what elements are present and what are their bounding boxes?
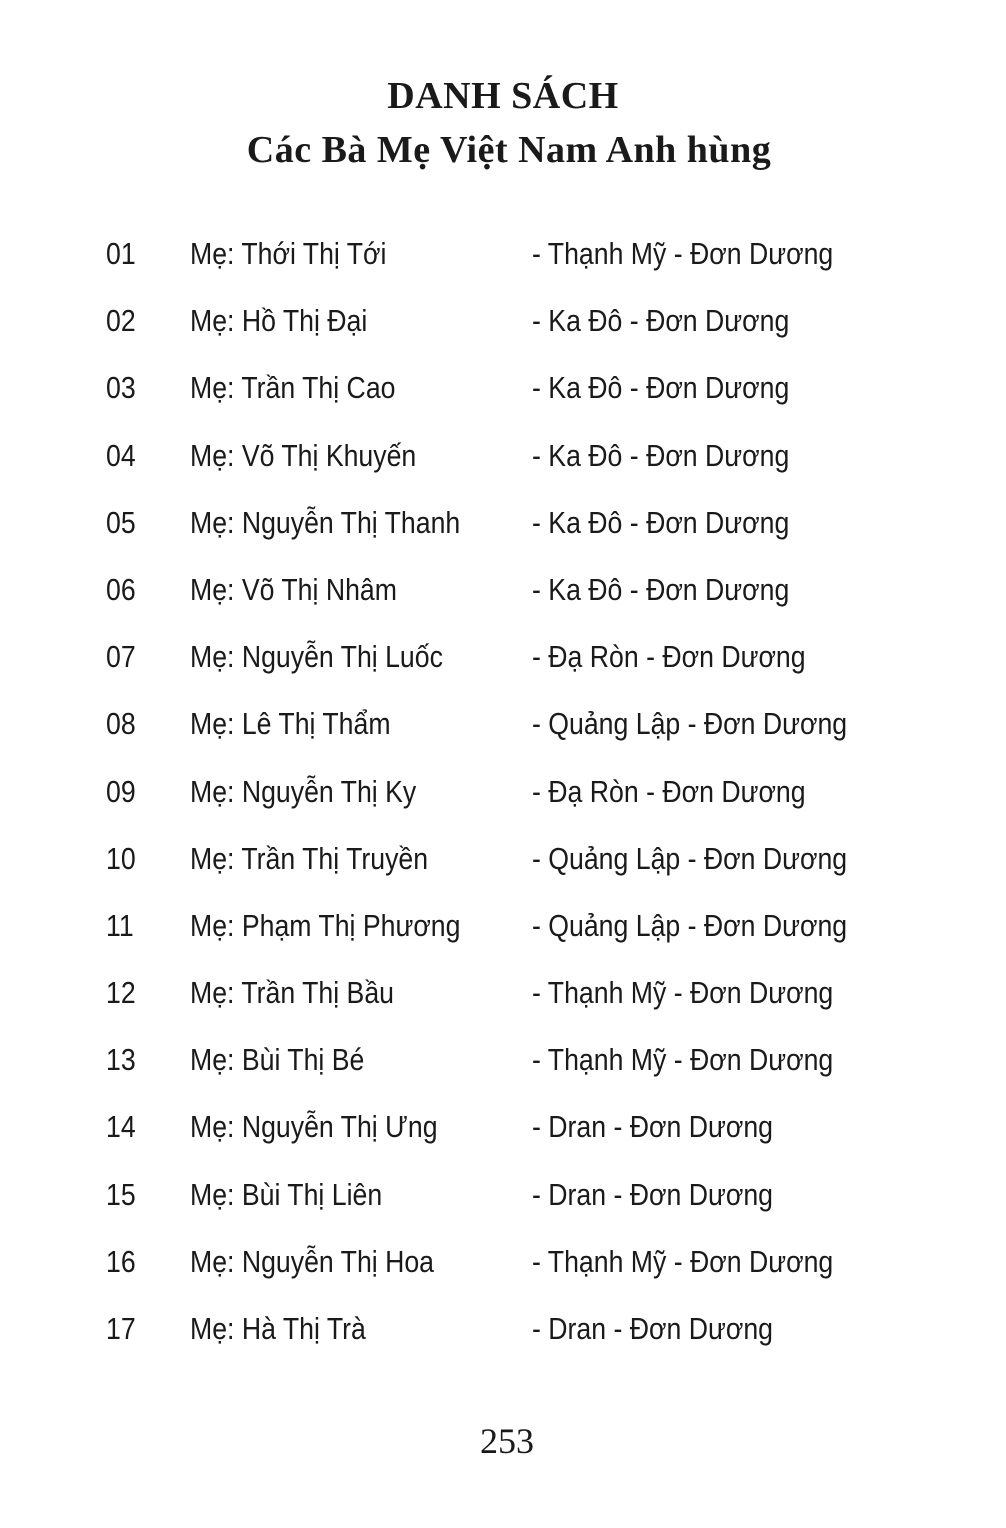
entry-number: 05 (106, 504, 136, 540)
list-item (0, 1042, 1006, 1109)
entry-name: Mẹ: Nguyễn Thị Thanh (190, 504, 461, 540)
entry-name: Mẹ: Hồ Thị Đại (190, 303, 368, 339)
entry-place: - Quảng Lập - Đơn Dương (532, 907, 848, 943)
entry-number: 08 (106, 706, 136, 742)
entry-name: Mẹ: Võ Thị Khuyến (190, 437, 417, 473)
entry-place: - Quảng Lập - Đơn Dương (532, 706, 848, 742)
entry-name: Mẹ: Trần Thị Truyền (190, 840, 429, 876)
list-item (0, 1311, 1006, 1378)
entry-name: Mẹ: Bùi Thị Liên (190, 1176, 383, 1212)
entry-name: Mẹ: Phạm Thị Phương (190, 907, 461, 943)
entry-place: - Dran - Đơn Dương (532, 1109, 773, 1145)
entry-place: - Thạnh Mỹ - Đơn Dương (532, 236, 834, 271)
entry-place: - Thạnh Mỹ - Đơn Dương (532, 975, 834, 1011)
entry-number: 12 (106, 975, 136, 1011)
entry-place: - Dran - Đơn Dương (532, 1176, 773, 1212)
list-item (0, 1177, 1006, 1244)
entry-name: Mẹ: Thới Thị Tới (190, 236, 387, 271)
entry-number: 06 (106, 571, 136, 607)
list-item (0, 774, 1006, 841)
entry-number: 17 (106, 1311, 136, 1346)
page-number: 253 (480, 1421, 534, 1461)
list-item (0, 841, 1006, 908)
entry-place: - Thạnh Mỹ - Đơn Dương (532, 1042, 834, 1078)
list-item (0, 505, 1006, 572)
list-item (0, 303, 1006, 370)
list-item (0, 639, 1006, 706)
document-title: DANH SÁCH (387, 75, 619, 117)
entry-place: - Ka Đô - Đơn Dương (532, 303, 790, 339)
entry-name: Mẹ: Nguyễn Thị Ưng (190, 1109, 438, 1145)
entry-number: 04 (106, 437, 136, 473)
entry-number: 11 (106, 907, 134, 943)
entry-place: - Quảng Lập - Đơn Dương (532, 840, 848, 876)
list-item (0, 572, 1006, 639)
entry-name: Mẹ: Nguyễn Thị Hoa (190, 1243, 435, 1279)
document-subtitle: Các Bà Mẹ Việt Nam Anh hùng (246, 129, 772, 171)
entry-name: Mẹ: Lê Thị Thẩm (190, 706, 391, 742)
entry-place: - Đạ Ròn - Đơn Dương (532, 639, 806, 675)
entry-place: - Ka Đô - Đơn Dương (532, 437, 790, 473)
entry-place: - Dran - Đơn Dương (532, 1311, 773, 1346)
entry-number: 10 (106, 840, 136, 876)
entry-place: - Ka Đô - Đơn Dương (532, 571, 790, 607)
list-item (0, 1244, 1006, 1311)
entry-name: Mẹ: Võ Thị Nhâm (190, 571, 397, 607)
entry-place: - Thạnh Mỹ - Đơn Dương (532, 1243, 834, 1279)
entry-number: 09 (106, 773, 136, 809)
entry-number: 01 (106, 236, 136, 271)
entry-name: Mẹ: Nguyễn Thị Luốc (190, 639, 443, 675)
entry-number: 13 (106, 1042, 136, 1078)
list-item (0, 908, 1006, 975)
list-item (0, 236, 1006, 303)
entry-name: Mẹ: Nguyễn Thị Ky (190, 773, 417, 809)
entry-number: 16 (106, 1243, 136, 1279)
entry-name: Mẹ: Trần Thị Cao (190, 370, 396, 406)
entry-place: - Ka Đô - Đơn Dương (532, 370, 790, 406)
entry-place: - Ka Đô - Đơn Dương (532, 504, 790, 540)
mothers-list (0, 236, 1006, 1378)
list-item (0, 370, 1006, 437)
entry-name: Mẹ: Bùi Thị Bé (190, 1042, 365, 1078)
list-item (0, 975, 1006, 1042)
list-item (0, 438, 1006, 505)
entry-number: 15 (106, 1176, 136, 1212)
entry-place: - Đạ Ròn - Đơn Dương (532, 773, 806, 809)
entry-number: 03 (106, 370, 136, 406)
list-item (0, 1109, 1006, 1176)
entry-number: 02 (106, 303, 136, 339)
entry-number: 14 (106, 1109, 136, 1145)
entry-name: Mẹ: Hà Thị Trà (190, 1311, 366, 1346)
entry-name: Mẹ: Trần Thị Bầu (190, 975, 395, 1011)
list-item (0, 706, 1006, 773)
entry-number: 07 (106, 639, 136, 675)
